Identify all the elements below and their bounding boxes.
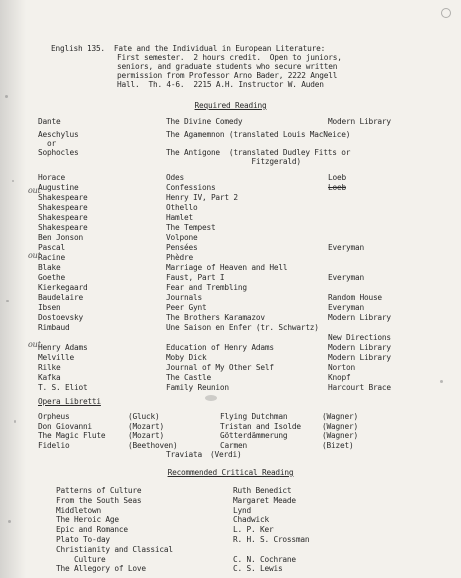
critical-work: Middletown	[56, 505, 101, 515]
required-work: Phèdre	[166, 253, 193, 262]
critical-author: C. S. Lewis	[233, 564, 283, 574]
required-author: Kafka	[38, 373, 61, 382]
paper-smudge	[205, 395, 217, 401]
required-work: Hamlet	[166, 213, 193, 222]
required-work: Family Reunion	[166, 383, 229, 392]
critical-work: The Allegory of Love	[56, 564, 146, 574]
required-reading-title: Required Reading	[194, 101, 267, 110]
required-author: Shakespeare	[38, 223, 88, 232]
required-work: Henry IV, Part 2	[166, 193, 238, 202]
paper-speck	[12, 180, 14, 182]
required-pub: Modern Library	[328, 117, 391, 126]
opera-c: (Verdi)	[210, 450, 242, 459]
required-work: The Divine Comedy	[166, 117, 243, 126]
paper-speck	[6, 300, 9, 302]
opera-c: Carmen	[220, 440, 247, 450]
required-work: The Brothers Karamazov	[166, 313, 265, 322]
opera-libretti-heading: Opera Libretti	[38, 397, 101, 406]
required-work: The Castle	[166, 373, 211, 382]
required-pub: Harcourt Brace	[328, 383, 391, 392]
required-work: Fitzgerald)	[166, 157, 301, 166]
opera-c: Flying Dutchman	[220, 412, 288, 421]
course-info-line: First semester. 2 hours credit. Open to juniors,	[117, 53, 342, 62]
required-pub: Everyman	[328, 243, 364, 252]
required-pub: Modern Library	[328, 353, 391, 362]
opera-c: Götterdämmerung	[220, 431, 288, 440]
required-work: Peer Gynt	[166, 303, 207, 312]
required-work: Marriage of Heaven and Hell	[166, 263, 288, 272]
required-work: Education of Henry Adams	[166, 343, 274, 352]
opera-d: (Wagner)	[322, 431, 358, 440]
opera-b: (Mozart)	[128, 431, 164, 440]
required-work: Faust, Part I	[166, 273, 225, 282]
critical-work: Epic and Romance	[56, 525, 128, 535]
opera-b: (Mozart)	[128, 421, 164, 431]
required-pub: Everyman	[328, 303, 364, 312]
paper-speck	[8, 520, 11, 523]
opera-b: Traviata	[166, 450, 202, 459]
required-author: Kierkegaard	[38, 283, 88, 292]
critical-reading-heading	[0, 468, 461, 477]
critical-author: C. N. Cochrane	[233, 554, 296, 564]
required-author: Ben Jonson	[38, 233, 83, 242]
required-author: Ibsen	[38, 303, 61, 312]
opera-b: (Beethoven)	[128, 440, 178, 450]
required-author: Racine	[38, 253, 65, 262]
handwritten-margin-mark: out	[28, 251, 41, 260]
required-work: The Tempest	[166, 223, 216, 232]
opera-a: Fidelio	[38, 440, 70, 450]
critical-author: L. P. Ker	[233, 525, 274, 535]
course-info-line: seniors, and graduate students who secure written	[117, 62, 338, 71]
critical-work: The Heroic Age	[56, 515, 119, 525]
required-pub: New Directions	[328, 333, 391, 342]
required-author: Augustine	[38, 183, 79, 192]
required-work: Fear and Trembling	[166, 283, 247, 292]
critical-reading-title: Recommended Critical Reading	[167, 468, 294, 477]
critical-author: Lynd	[233, 505, 251, 515]
critical-author: Margaret Meade	[233, 495, 296, 505]
required-author: Horace	[38, 173, 65, 182]
required-author: Pascal	[38, 243, 65, 252]
critical-work: Christianity and Classical	[56, 544, 173, 554]
required-pub: Everyman	[328, 273, 364, 282]
critical-author: Ruth Benedict	[233, 486, 292, 495]
required-author: Dostoevsky	[38, 313, 83, 322]
opera-d: (Wagner)	[322, 412, 358, 421]
required-author: Rilke	[38, 363, 61, 372]
required-pub: Modern Library	[328, 343, 391, 352]
opera-c: Tristan and Isolde	[220, 421, 301, 431]
required-work: Volpone	[166, 233, 198, 242]
required-author: Aeschylus	[38, 130, 79, 139]
required-work: Odes	[166, 173, 184, 182]
handwritten-margin-mark: out	[28, 186, 41, 195]
required-reading-heading	[0, 101, 461, 110]
handwritten-margin-mark: out	[28, 340, 41, 349]
required-work: Confessions	[166, 183, 216, 192]
required-work: Pensées	[166, 243, 198, 252]
required-work: Une Saison en Enfer (tr. Schwartz)	[166, 323, 319, 332]
paper-speck	[440, 380, 443, 383]
required-pub: Knopf	[328, 373, 351, 382]
opera-a: Don Giovanni	[38, 421, 92, 431]
required-author: Melville	[38, 353, 74, 362]
critical-work: From the South Seas	[56, 495, 142, 505]
critical-author: Chadwick	[233, 515, 269, 525]
required-work: The Agamemnon (translated Louis MacNeice)	[166, 130, 351, 139]
required-author: Shakespeare	[38, 203, 88, 212]
required-work: The Antigone (translated Dudley Fitts or	[166, 148, 351, 157]
critical-work: Patterns of Culture	[56, 486, 142, 495]
critical-work: Culture	[56, 554, 106, 564]
required-author: Dante	[38, 117, 61, 126]
required-author: Rimbaud	[38, 323, 70, 332]
required-pub: Loeb	[328, 173, 346, 182]
required-work: Othello	[166, 203, 198, 212]
required-author: Goethe	[38, 273, 65, 282]
required-work: Moby Dick	[166, 353, 207, 362]
required-pub: Loeb	[328, 183, 346, 192]
opera-d: (Bizet)	[322, 440, 354, 450]
course-title: English 135. Fate and the Individual in European Literature:	[51, 44, 326, 53]
critical-work: Plato To-day	[56, 535, 110, 544]
page-edge-shadow	[0, 0, 26, 578]
opera-d: (Wagner)	[322, 421, 358, 431]
required-work: Journal of My Other Self	[166, 363, 274, 372]
opera-a: Orpheus	[38, 412, 70, 421]
required-pub: Modern Library	[328, 313, 391, 322]
required-work: Journals	[166, 293, 202, 302]
required-pub: Random House	[328, 293, 382, 302]
required-author: Henry Adams	[38, 343, 88, 352]
paper-mark	[441, 8, 451, 18]
course-info-line: permission from Professor Arno Bader, 2222 Angell	[117, 71, 338, 80]
required-author: or	[38, 139, 56, 148]
required-author: Baudelaire	[38, 293, 83, 302]
required-author: Sophocles	[38, 148, 79, 157]
paper-speck	[5, 95, 8, 98]
required-author: Shakespeare	[38, 193, 88, 202]
opera-a: The Magic Flute	[38, 431, 106, 440]
course-info-line: Hall. Th. 4-6. 2215 A.H. Instructor W. Auden	[117, 80, 324, 89]
required-pub: Norton	[328, 363, 355, 372]
paper-speck	[14, 420, 16, 423]
required-author: Shakespeare	[38, 213, 88, 222]
required-author: T. S. Eliot	[38, 383, 88, 392]
critical-author: R. H. S. Crossman	[233, 535, 310, 544]
opera-b: (Gluck)	[128, 412, 160, 421]
required-author: Blake	[38, 263, 61, 272]
